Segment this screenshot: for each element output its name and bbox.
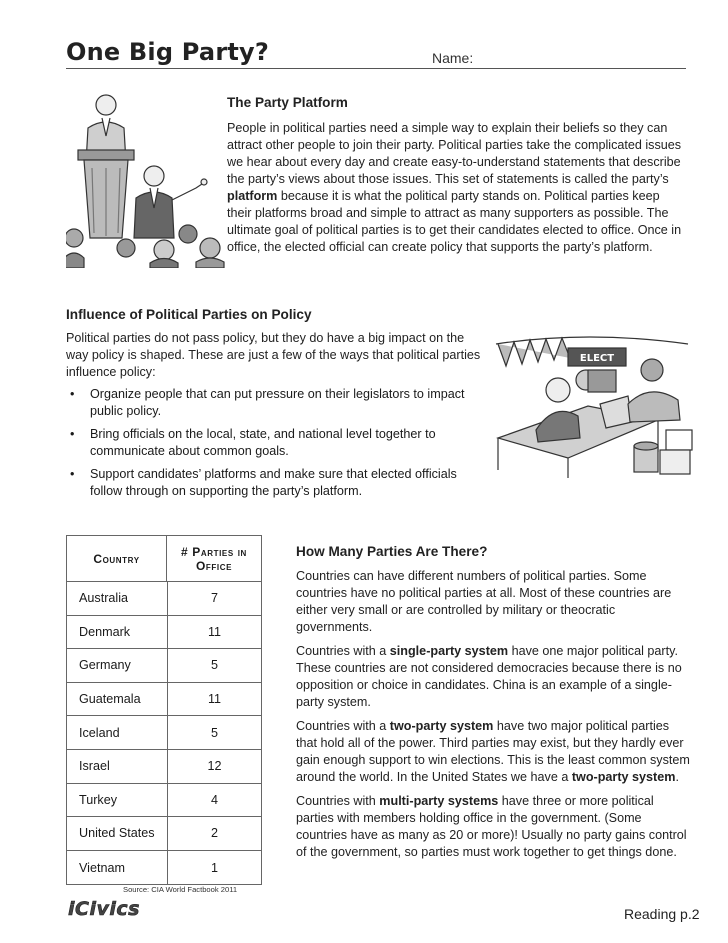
- page-number: Reading p.2: [624, 906, 700, 922]
- influence-intro: Political parties do not pass policy, but they do have a big impact on the way policy is shaped. These are just a few of the ways that political parties influence policy:: [66, 331, 481, 379]
- term-two-party-2: two-party system: [571, 770, 676, 784]
- list-item: [66, 426, 486, 460]
- cell-parties: 5: [167, 716, 261, 750]
- term-single-party: single-party system: [389, 644, 509, 658]
- bullet-icon: •: [70, 427, 75, 441]
- cell-country: Guatemala: [67, 683, 167, 717]
- table-row: [67, 649, 261, 683]
- table-row: [67, 616, 261, 650]
- table-row: [67, 683, 261, 717]
- cell-country: Denmark: [67, 616, 167, 650]
- column-header-parties: # Parties in Office: [167, 536, 261, 582]
- cell-parties: 4: [167, 784, 261, 818]
- cell-country: Iceland: [67, 716, 167, 750]
- cell-country: Turkey: [67, 784, 167, 818]
- name-label: Name:: [432, 50, 474, 66]
- page-title: One Big Party?: [66, 38, 269, 66]
- parties-text: [296, 568, 690, 868]
- term-two-party: two-party system: [389, 719, 494, 733]
- platform-term: platform: [227, 189, 278, 203]
- speaker-rally-illustration: [66, 88, 226, 268]
- table-row: [67, 716, 261, 750]
- elect-sign-text: ELECT: [579, 353, 615, 364]
- cell-parties: 11: [167, 683, 261, 717]
- icivics-logo: [66, 894, 150, 920]
- platform-text: People in political parties need a simple way to explain their beliefs so they can attract other people to join their party. Political parties take the complicated issues we hear about every day and create easy-to-understand statements that describe the party’s views about those issues. This set of statements is called the party’s: [227, 121, 682, 186]
- cell-parties: 2: [167, 817, 261, 851]
- table-source-note: Source: CIA World Factbook 2011: [123, 885, 238, 894]
- parties-table-container: [66, 535, 266, 894]
- cell-country: Australia: [67, 582, 167, 616]
- bullet-text: Organize people that can put pressure on their legislators to impact public policy.: [90, 387, 465, 418]
- parties-heading: How Many Parties Are There?: [296, 544, 488, 559]
- table-row: [67, 750, 261, 784]
- platform-paragraph: [227, 120, 685, 256]
- cell-parties: 7: [167, 582, 261, 616]
- parties-paragraph-3: Countries with a two-party system have two major political parties that hold all of the power. Third parties may exist, but they hardly ever gain enough support to win elections. This is the least common system around the world. In the United States we have a two-party system.: [296, 719, 690, 784]
- parties-paragraph-1: Countries can have different numbers of political parties. Some countries have no political parties at all. Most of these countries are either very small or are controlled by military or theocratic governments.: [296, 569, 672, 634]
- parties-paragraph-2: Countries with a single-party system have one major political party. These countries are not considered democracies because there is no opposition or choice in candidates. China is an example of a single-party system.: [296, 644, 682, 709]
- cell-country: Germany: [67, 649, 167, 683]
- cell-parties: 1: [167, 851, 261, 885]
- influence-bullet-list: [66, 386, 486, 506]
- cell-parties: 12: [167, 750, 261, 784]
- cell-country: Israel: [67, 750, 167, 784]
- table-row: [67, 582, 261, 616]
- table-header-row: [67, 536, 261, 582]
- table-row: [67, 784, 261, 818]
- cell-country: United States: [67, 817, 167, 851]
- list-item: [66, 466, 486, 500]
- cell-parties: 5: [167, 649, 261, 683]
- term-multi-party: multi-party systems: [379, 794, 499, 808]
- bullet-icon: •: [70, 467, 75, 481]
- bullet-icon: •: [70, 387, 75, 401]
- table-row: [67, 851, 261, 885]
- bullet-text: Bring officials on the local, state, and national level together to communicate about common goals.: [90, 427, 436, 458]
- platform-text-end: because it is what the political party stands on. Political parties keep their platforms broad and simple to attract as many supporters as possible. The ultimate goal of political parties is to get their candidates elected to office. Once in office, the elected official can create policy that supports the party’s platform.: [227, 189, 682, 254]
- platform-heading: The Party Platform: [227, 95, 348, 110]
- list-item: [66, 386, 486, 420]
- campaign-office-illustration: [488, 330, 698, 480]
- bullet-text: Support candidates’ platforms and make sure that elected officials follow through on supporting the party’s platform.: [90, 467, 457, 498]
- logo-text: iCivics: [68, 898, 140, 920]
- cell-country: Vietnam: [79, 860, 125, 875]
- cell-parties: 11: [167, 616, 261, 650]
- column-header-country: Country: [67, 536, 167, 582]
- title-rule: [66, 68, 686, 69]
- influence-heading: Influence of Political Parties on Policy: [66, 307, 312, 322]
- table-row: [67, 817, 261, 851]
- parties-paragraph-4: Countries with multi-party systems have three or more political parties with members holding office in the government. (Some countries have as many as 20 or more)! Usually no party gains control of the government, so parties must work together to get things done.: [296, 794, 687, 859]
- parties-table: [66, 535, 262, 885]
